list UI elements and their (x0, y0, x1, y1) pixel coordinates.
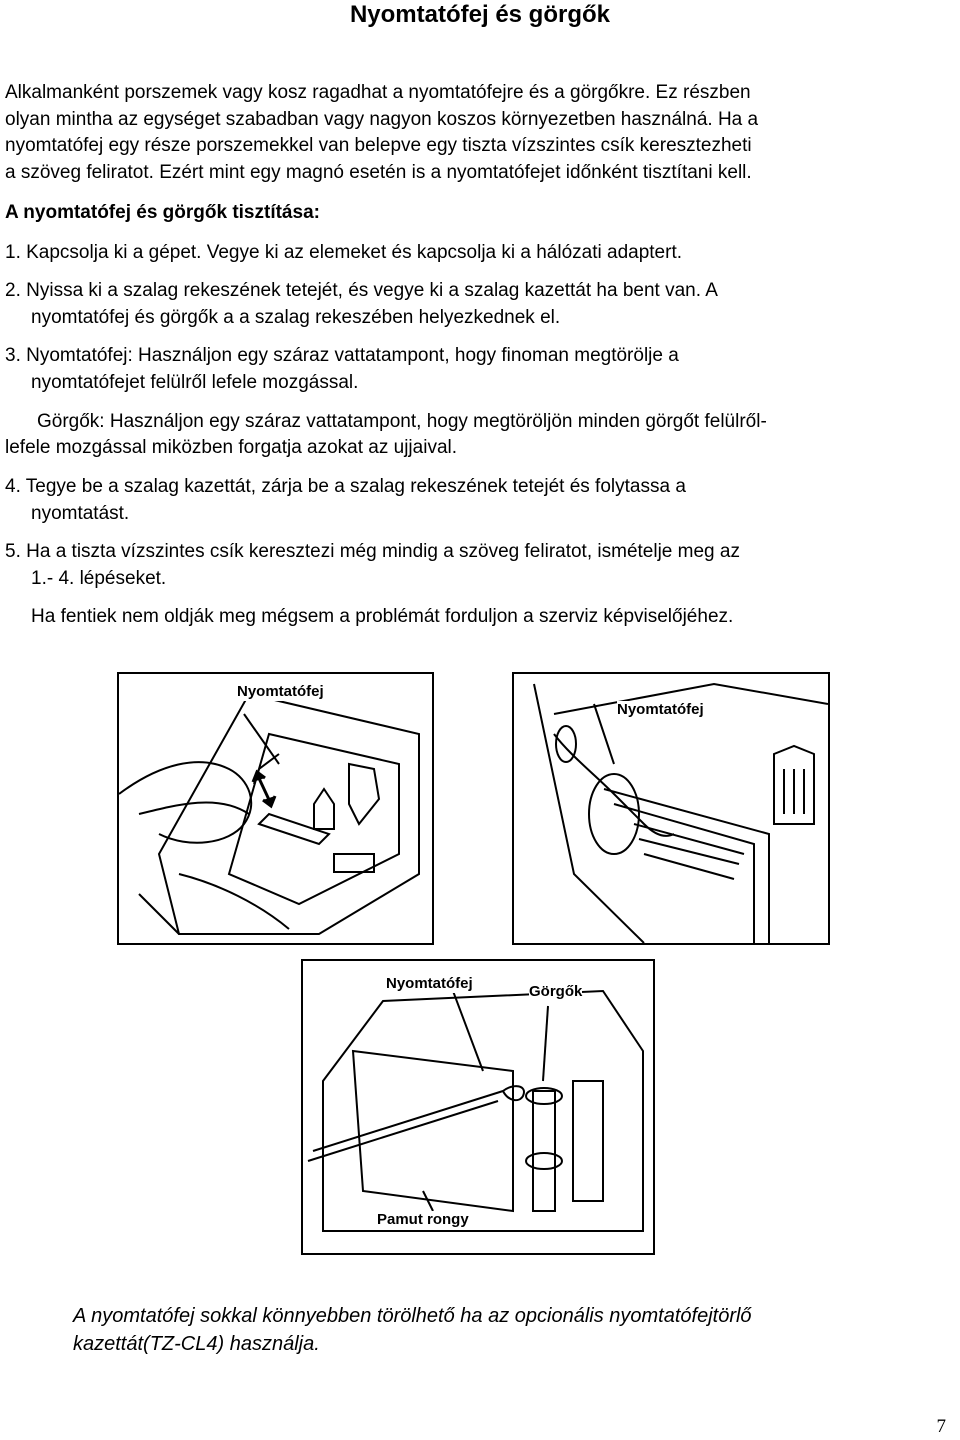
figure-3-label-cloth: Pamut rongy (377, 1211, 469, 1228)
step-4-line-1: 4. Tegye be a szalag kazettát, zárja be a szalag rekeszének tetejét és folytassa a (5, 476, 686, 497)
step-3-line-1: 3. Nyomtatófej: Használjon egy száraz vattatampont, hogy finoman megtörölje a (5, 345, 679, 366)
step-2-line-2: nyomtatófej és görgők a a szalag rekeszében helyezkednek el. (31, 307, 561, 328)
note-line-2: kazettát(TZ-CL4) használja. (73, 1333, 320, 1355)
figure-1-illustration (119, 674, 432, 943)
figure-3-label-rollers: Görgők (529, 983, 583, 1000)
figure-printhead-swab (117, 672, 434, 945)
intro-line-2: olyan mintha az egységet szabadban vagy nagyon koszos környezetben használná. Ha a (5, 109, 759, 130)
figure-printhead-closeup (512, 672, 830, 945)
figure-2-label: Nyomtatófej (617, 701, 704, 718)
intro-line-1: Alkalmanként porszemek vagy kosz ragadhat a nyomtatófejre és a görgőkre. Ez részben (5, 82, 751, 103)
intro-line-3: nyomtatófej egy része porszemekkel van belepve egy tiszta vízszintes csík keresztezheti (5, 135, 752, 156)
figure-1-label: Nyomtatófej (237, 683, 324, 700)
step-6: Ha fentiek nem oldják meg mégsem a problémát forduljon a szerviz képviselőjéhez. (31, 606, 734, 627)
step-3-line-3: Görgők: Használjon egy száraz vattatampont, hogy megtöröljön minden görgőt felülről- (37, 411, 767, 432)
step-1: 1. Kapcsolja ki a gépet. Vegye ki az elemeket és kapcsolja ki a hálózati adaptert. (5, 242, 683, 263)
intro-line-4: a szöveg feliratot. Ezért mint egy magnó esetén is a nyomtatófejet időnként tisztítani kell. (5, 162, 752, 183)
step-3-line-2: nyomtatófejet felülről lefele mozgással. (31, 372, 359, 393)
note-line-1: A nyomtatófej sokkal könnyebben törölhető ha az opcionális nyomtatófejtörlő (73, 1305, 752, 1327)
figure-3-label-head: Nyomtatófej (386, 975, 473, 992)
figure-rollers-cloth (301, 959, 655, 1255)
page-title: Nyomtatófej és görgők (349, 1, 611, 28)
step-2-line-1: 2. Nyissa ki a szalag rekeszének tetejét, és vegye ki a szalag kazettát ha bent van. A (5, 280, 718, 301)
step-4-line-2: nyomtatást. (31, 503, 130, 524)
step-5-line-1: 5. Ha a tiszta vízszintes csík keresztezi még mindig a szöveg feliratot, ismételje meg az (5, 541, 740, 562)
section-heading: A nyomtatófej és görgők tisztítása: (5, 202, 320, 223)
step-3-line-4: lefele mozgással miközben forgatja azokat az ujjaival. (5, 437, 458, 458)
figure-3-illustration (303, 961, 653, 1253)
page-number: 7 (936, 1416, 946, 1437)
step-5-line-2: 1.- 4. lépéseket. (31, 568, 167, 589)
